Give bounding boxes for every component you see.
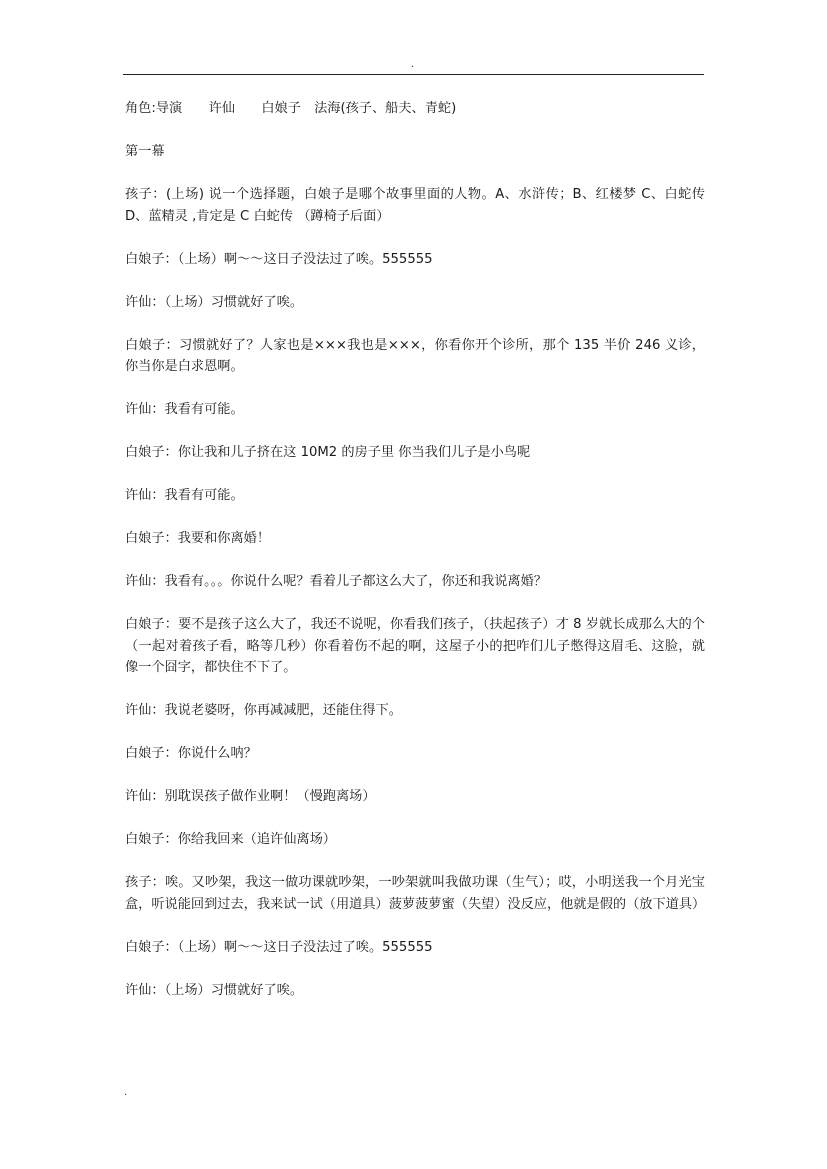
header-dot: . (411, 59, 415, 70)
dialogue-line: 白娘子：（上场）啊～～这日子没法过了唉。555555 (125, 939, 433, 955)
dialogue-line: 许仙：别耽误孩子做作业啊！（慢跑离场） (125, 789, 376, 804)
dialogue-line: 许仙：我看有。。。你说什么呢？看着儿子都这么大了，你还和我说离婚？ (125, 574, 547, 589)
dialogue-line: 许仙：我看有可能。 (125, 488, 244, 503)
script-body (125, 98, 705, 1023)
dialogue-line: 许仙：我说老婆呀，你再减减肥，还能住得下。 (125, 703, 402, 718)
dialogue-line: 许仙：我看有可能。 (125, 402, 244, 417)
dialogue-line: 白娘子：你让我和儿子挤在这 10M2 的房子里 你当我们儿子是小鸟呢 (125, 445, 531, 460)
dialogue-line: 孩子：唉。又吵架，我这一做功课就吵架，一吵架就叫我做功课（生气）；哎，小明送我一个月光宝盒，听说能回到过去，我来试一试（用道具）菠萝菠萝蜜（失望）没反应，他就是假的（放下道具） (125, 875, 706, 912)
act-title: 第一幕 (125, 144, 165, 159)
footer-dot: . (124, 1087, 128, 1098)
dialogue-line: 白娘子：习惯就好了？人家也是×××我也是×××，你看你开个诊所，那个 135 半价 246 义诊，你当你是白求恩啊。 (125, 337, 705, 374)
dialogue-line: 白娘子：要不是孩子这么大了，我还不说呢，你看我们孩子，（扶起孩子）才 8 岁就长成那么大的个（一起对着孩子看，略等几秒）你看着伤不起的啊，这屋子小的把咋们儿子憋得这眉毛、这脸，就像一个囧字，都快住不下了。 (125, 617, 705, 675)
dialogue-line: 许仙：（上场）习惯就好了唉。 (125, 982, 304, 998)
dialogue-line: 白娘子：（上场）啊～～这日子没法过了唉。555555 (125, 251, 433, 267)
dialogue-line: 白娘子：你给我回来（追许仙离场） (125, 832, 336, 847)
dialogue-line: 孩子：(上场) 说一个选择题，白娘子是哪个故事里面的人物。A、水浒传；B、红楼梦 C、白蛇传 D、蓝精灵 ,肯定是 C 白蛇传 （蹲椅子后面） (125, 187, 705, 224)
dialogue-line: 白娘子：我要和你离婚！ (125, 531, 271, 546)
dialogue-line: 白娘子：你说什么呐？ (125, 746, 257, 761)
dialogue-line: 许仙：（上场）习惯就好了唉。 (125, 294, 304, 310)
roles-line: 角色:导演 许仙 白娘子 法海(孩子、船夫、青蛇) (125, 101, 457, 116)
header-rule (123, 74, 704, 75)
